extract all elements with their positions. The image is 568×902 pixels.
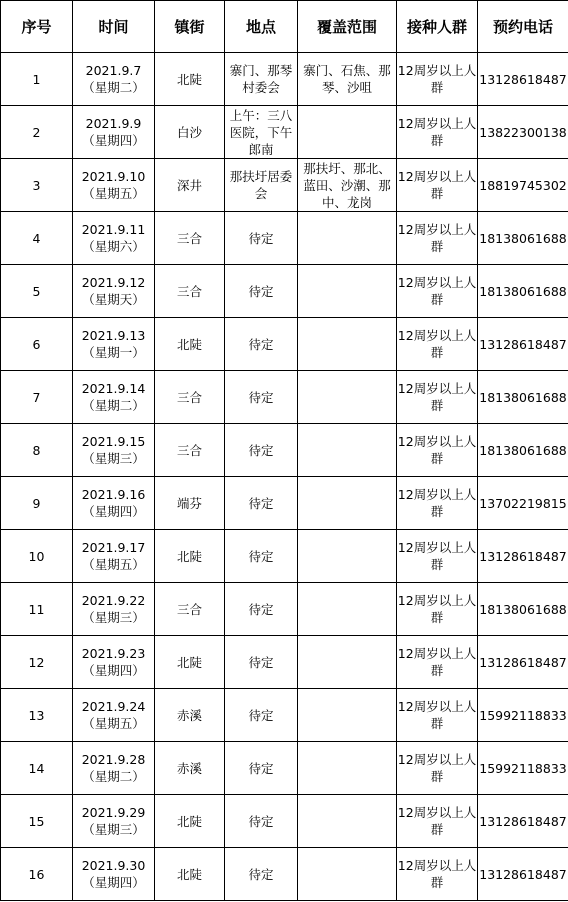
row-weekday: （星期二） [82, 398, 145, 413]
row-phone: 13702219815 [478, 477, 568, 530]
row-town: 三合 [155, 371, 225, 424]
row-number: 13 [1, 689, 73, 742]
row-number: 4 [1, 212, 73, 265]
row-target-group: 12周岁以上人群 [397, 265, 478, 318]
row-time [73, 53, 155, 106]
row-town: 北陡 [155, 530, 225, 583]
row-target-group: 12周岁以上人群 [397, 795, 478, 848]
row-weekday: （星期二） [82, 769, 145, 784]
row-phone: 13128618487 [478, 848, 568, 901]
row-town: 赤溪 [155, 742, 225, 795]
row-date: 2021.9.28 [81, 752, 146, 767]
row-number: 1 [1, 53, 73, 106]
row-location: 上午：三八医院，下午郎南 [225, 106, 298, 159]
row-town: 三合 [155, 212, 225, 265]
row-weekday: （星期四） [82, 504, 145, 519]
row-weekday: （星期天） [82, 292, 145, 307]
row-coverage [298, 689, 397, 742]
row-phone: 13128618487 [478, 530, 568, 583]
row-time [73, 106, 155, 159]
row-target-group: 12周岁以上人群 [397, 424, 478, 477]
table-row [1, 265, 568, 318]
row-time [73, 212, 155, 265]
row-coverage [298, 742, 397, 795]
table-row [1, 795, 568, 848]
row-location: 待定 [225, 583, 298, 636]
row-town: 三合 [155, 583, 225, 636]
row-phone: 18138061688 [478, 212, 568, 265]
row-target-group: 12周岁以上人群 [397, 848, 478, 901]
row-location: 那扶圩居委会 [225, 159, 298, 212]
row-weekday: （星期三） [82, 610, 145, 625]
row-number: 5 [1, 265, 73, 318]
row-town: 北陡 [155, 53, 225, 106]
row-date: 2021.9.12 [81, 275, 146, 290]
header-row [1, 1, 568, 53]
row-time [73, 689, 155, 742]
row-target-group: 12周岁以上人群 [397, 477, 478, 530]
header-number: 序号 [1, 1, 73, 53]
row-coverage [298, 424, 397, 477]
row-date: 2021.9.14 [81, 381, 146, 396]
row-date: 2021.9.15 [81, 434, 146, 449]
row-target-group: 12周岁以上人群 [397, 212, 478, 265]
row-target-group: 12周岁以上人群 [397, 159, 478, 212]
row-target-group: 12周岁以上人群 [397, 53, 478, 106]
row-town: 北陡 [155, 636, 225, 689]
header-town: 镇街 [155, 1, 225, 53]
row-time [73, 583, 155, 636]
row-number: 8 [1, 424, 73, 477]
row-town: 赤溪 [155, 689, 225, 742]
row-weekday: （星期四） [82, 133, 145, 148]
row-time [73, 742, 155, 795]
row-date: 2021.9.24 [81, 699, 146, 714]
header-time: 时间 [73, 1, 155, 53]
header-phone: 预约电话 [478, 1, 568, 53]
row-time [73, 159, 155, 212]
row-date: 2021.9.10 [81, 169, 146, 184]
row-coverage [298, 318, 397, 371]
row-target-group: 12周岁以上人群 [397, 689, 478, 742]
row-weekday: （星期五） [82, 716, 145, 731]
table-row [1, 424, 568, 477]
row-phone: 15992118833 [478, 689, 568, 742]
row-number: 9 [1, 477, 73, 530]
row-number: 6 [1, 318, 73, 371]
row-coverage [298, 371, 397, 424]
row-target-group: 12周岁以上人群 [397, 371, 478, 424]
row-time [73, 636, 155, 689]
row-location: 待定 [225, 689, 298, 742]
row-time [73, 795, 155, 848]
table-row [1, 477, 568, 530]
row-weekday: （星期二） [82, 80, 145, 95]
row-target-group: 12周岁以上人群 [397, 742, 478, 795]
row-town: 白沙 [155, 106, 225, 159]
row-number: 15 [1, 795, 73, 848]
row-date: 2021.9.17 [81, 540, 146, 555]
row-target-group: 12周岁以上人群 [397, 318, 478, 371]
row-weekday: （星期四） [82, 663, 145, 678]
row-location: 待定 [225, 424, 298, 477]
row-phone: 13128618487 [478, 318, 568, 371]
row-phone: 18138061688 [478, 583, 568, 636]
row-location: 待定 [225, 265, 298, 318]
row-coverage [298, 106, 397, 159]
row-date: 2021.9.23 [81, 646, 146, 661]
row-target-group: 12周岁以上人群 [397, 530, 478, 583]
row-weekday: （星期五） [82, 186, 145, 201]
row-number: 7 [1, 371, 73, 424]
row-date: 2021.9.30 [81, 858, 146, 873]
table-row [1, 159, 568, 212]
row-phone: 15992118833 [478, 742, 568, 795]
row-location: 待定 [225, 212, 298, 265]
row-phone: 18819745302 [478, 159, 568, 212]
row-phone: 13128618487 [478, 636, 568, 689]
row-date: 2021.9.9 [85, 116, 142, 131]
row-location: 待定 [225, 636, 298, 689]
row-location: 待定 [225, 795, 298, 848]
row-phone: 13822300138 [478, 106, 568, 159]
table-row [1, 636, 568, 689]
row-number: 12 [1, 636, 73, 689]
row-coverage: 寨门、石焦、那琴、沙咀 [298, 53, 397, 106]
row-town: 北陡 [155, 318, 225, 371]
row-time [73, 477, 155, 530]
row-number: 10 [1, 530, 73, 583]
table-row [1, 212, 568, 265]
row-date: 2021.9.22 [81, 593, 146, 608]
row-phone: 18138061688 [478, 265, 568, 318]
row-target-group: 12周岁以上人群 [397, 106, 478, 159]
row-weekday: （星期六） [82, 239, 145, 254]
row-weekday: （星期五） [82, 557, 145, 572]
header-location: 地点 [225, 1, 298, 53]
row-coverage [298, 212, 397, 265]
table-row [1, 689, 568, 742]
row-location: 待定 [225, 848, 298, 901]
row-date: 2021.9.13 [81, 328, 146, 343]
row-number: 3 [1, 159, 73, 212]
row-coverage [298, 265, 397, 318]
row-town: 北陡 [155, 848, 225, 901]
row-town: 三合 [155, 424, 225, 477]
row-weekday: （星期四） [82, 875, 145, 890]
row-weekday: （星期一） [82, 345, 145, 360]
row-number: 16 [1, 848, 73, 901]
row-town: 端芬 [155, 477, 225, 530]
table-row [1, 371, 568, 424]
table-row [1, 530, 568, 583]
header-coverage: 覆盖范围 [298, 1, 397, 53]
row-time [73, 265, 155, 318]
row-date: 2021.9.16 [81, 487, 146, 502]
row-coverage [298, 848, 397, 901]
header-target-group: 接种人群 [397, 1, 478, 53]
row-number: 11 [1, 583, 73, 636]
row-time [73, 318, 155, 371]
row-weekday: （星期三） [82, 451, 145, 466]
row-time [73, 424, 155, 477]
table-row [1, 318, 568, 371]
row-phone: 18138061688 [478, 424, 568, 477]
row-date: 2021.9.29 [81, 805, 146, 820]
table-body [1, 53, 568, 901]
row-phone: 18138061688 [478, 371, 568, 424]
row-phone: 13128618487 [478, 795, 568, 848]
table-row [1, 583, 568, 636]
row-coverage [298, 530, 397, 583]
row-location: 待定 [225, 477, 298, 530]
table-row [1, 848, 568, 901]
row-coverage [298, 477, 397, 530]
table-row [1, 106, 568, 159]
row-time [73, 371, 155, 424]
row-town: 北陡 [155, 795, 225, 848]
row-time [73, 530, 155, 583]
row-number: 2 [1, 106, 73, 159]
row-location: 待定 [225, 742, 298, 795]
row-target-group: 12周岁以上人群 [397, 636, 478, 689]
row-coverage: 那扶圩、那北、蓝田、沙潮、那中、龙岗 [298, 159, 397, 212]
row-phone: 13128618487 [478, 53, 568, 106]
table-row [1, 742, 568, 795]
row-town: 三合 [155, 265, 225, 318]
row-date: 2021.9.11 [81, 222, 146, 237]
row-weekday: （星期三） [82, 822, 145, 837]
row-location: 寨门、那琴村委会 [225, 53, 298, 106]
row-town: 深井 [155, 159, 225, 212]
row-time [73, 848, 155, 901]
row-coverage [298, 636, 397, 689]
row-coverage [298, 583, 397, 636]
row-location: 待定 [225, 318, 298, 371]
row-coverage [298, 795, 397, 848]
row-number: 14 [1, 742, 73, 795]
row-target-group: 12周岁以上人群 [397, 583, 478, 636]
row-location: 待定 [225, 530, 298, 583]
table-header [1, 1, 568, 53]
row-date: 2021.9.7 [85, 63, 142, 78]
table-row [1, 53, 568, 106]
row-location: 待定 [225, 371, 298, 424]
